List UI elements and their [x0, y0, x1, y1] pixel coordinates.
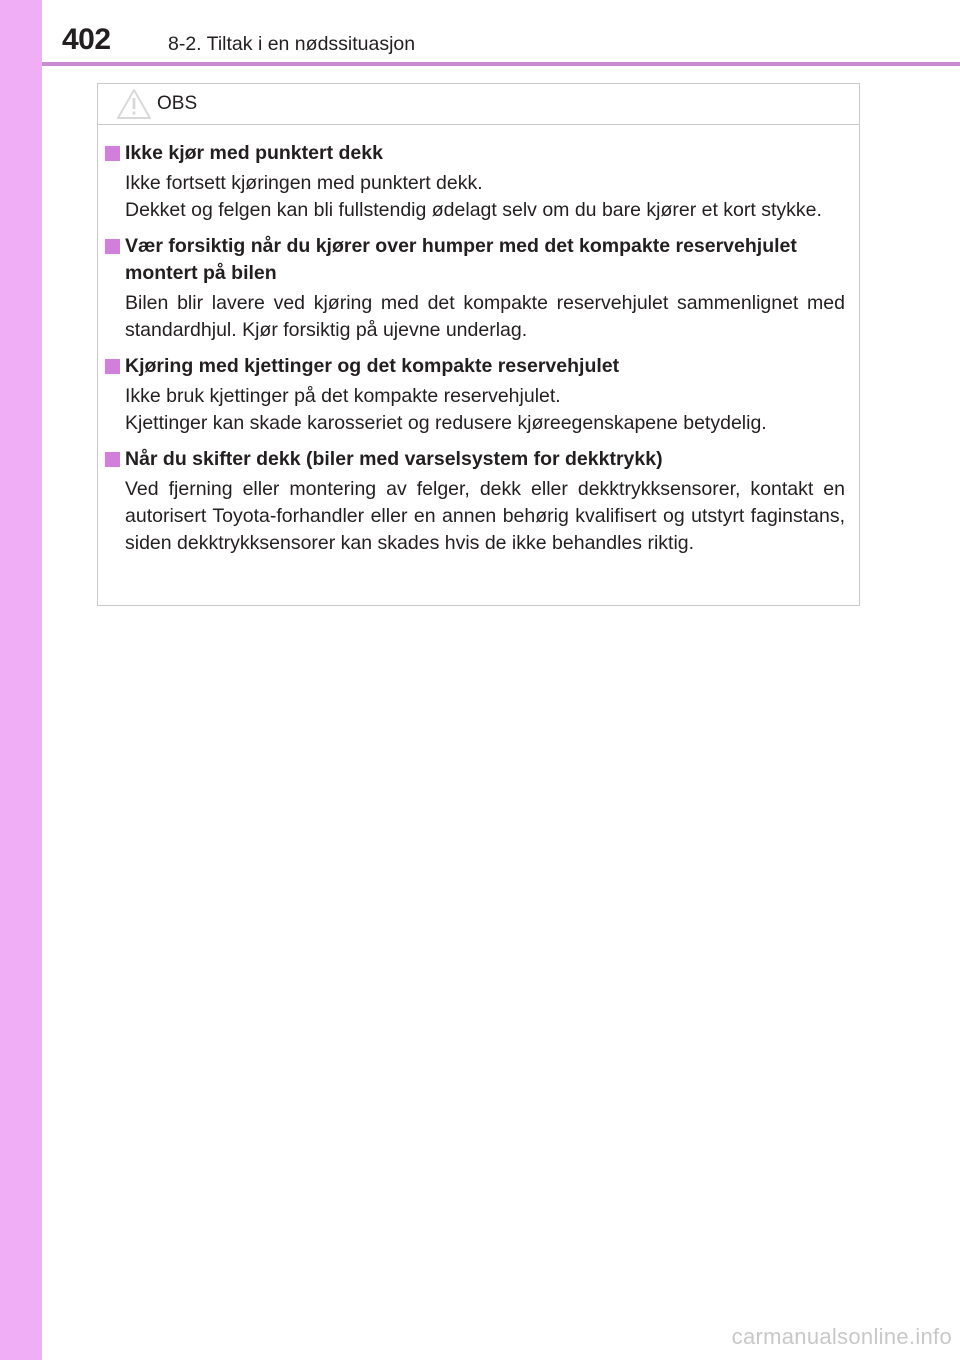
header-rule — [42, 62, 960, 66]
caution-body — [98, 140, 859, 566]
item-paragraph: Bilen blir lavere ved kjøring med det kompakte reservehjulet sammenlignet med standardhjul. Kjør forsiktig på ujevne underlag. — [125, 292, 845, 341]
item-heading — [98, 353, 859, 380]
caution-box — [97, 83, 860, 606]
item-paragraph: Ikke bruk kjettinger på det kompakte reservehjulet. — [125, 385, 561, 407]
square-bullet-icon — [105, 146, 120, 161]
side-color-band — [0, 0, 42, 1360]
item-paragraph: Ved fjerning eller montering av felger, dekk eller dekktrykksensorer, kontakt en autorisert Toyota-forhandler eller en annen behørig kvalifisert og utstyrt faginstans, siden dekktrykksensorer kan skades hvis de ikke behandles riktig. — [125, 478, 845, 554]
square-bullet-icon — [105, 359, 120, 374]
item-heading-text: Vær forsiktig når du kjører over humper med det kompakte reservehjulet montert på bilen — [125, 235, 797, 284]
section-title: 8-2. Tiltak i en nødssituasjon — [168, 33, 416, 55]
watermark-text: carmanualsonline.info — [731, 1324, 952, 1349]
caution-item — [98, 233, 859, 344]
caution-item — [98, 353, 859, 437]
warning-triangle-icon — [116, 88, 152, 120]
page-number: 402 — [62, 23, 111, 56]
item-paragraph: Kjettinger kan skade karosseriet og redusere kjøreegenskapene betydelig. — [125, 412, 767, 434]
square-bullet-icon — [105, 239, 120, 254]
caution-label: OBS — [157, 93, 198, 114]
item-heading — [98, 233, 859, 287]
item-paragraph: Dekket og felgen kan bli fullstendig ødelagt selv om du bare kjører et kort stykke. — [125, 199, 822, 221]
caution-item — [98, 140, 859, 224]
item-heading — [98, 140, 859, 167]
caution-header — [98, 84, 859, 125]
item-heading-text: Ikke kjør med punktert dekk — [125, 142, 383, 164]
item-heading-text: Kjøring med kjettinger og det kompakte reservehjulet — [125, 355, 620, 377]
caution-item — [98, 446, 859, 557]
item-heading — [98, 446, 859, 473]
item-heading-text: Når du skifter dekk (biler med varselsystem for dekktrykk) — [125, 448, 663, 470]
square-bullet-icon — [105, 452, 120, 467]
item-paragraph: Ikke fortsett kjøringen med punktert dekk. — [125, 172, 483, 194]
